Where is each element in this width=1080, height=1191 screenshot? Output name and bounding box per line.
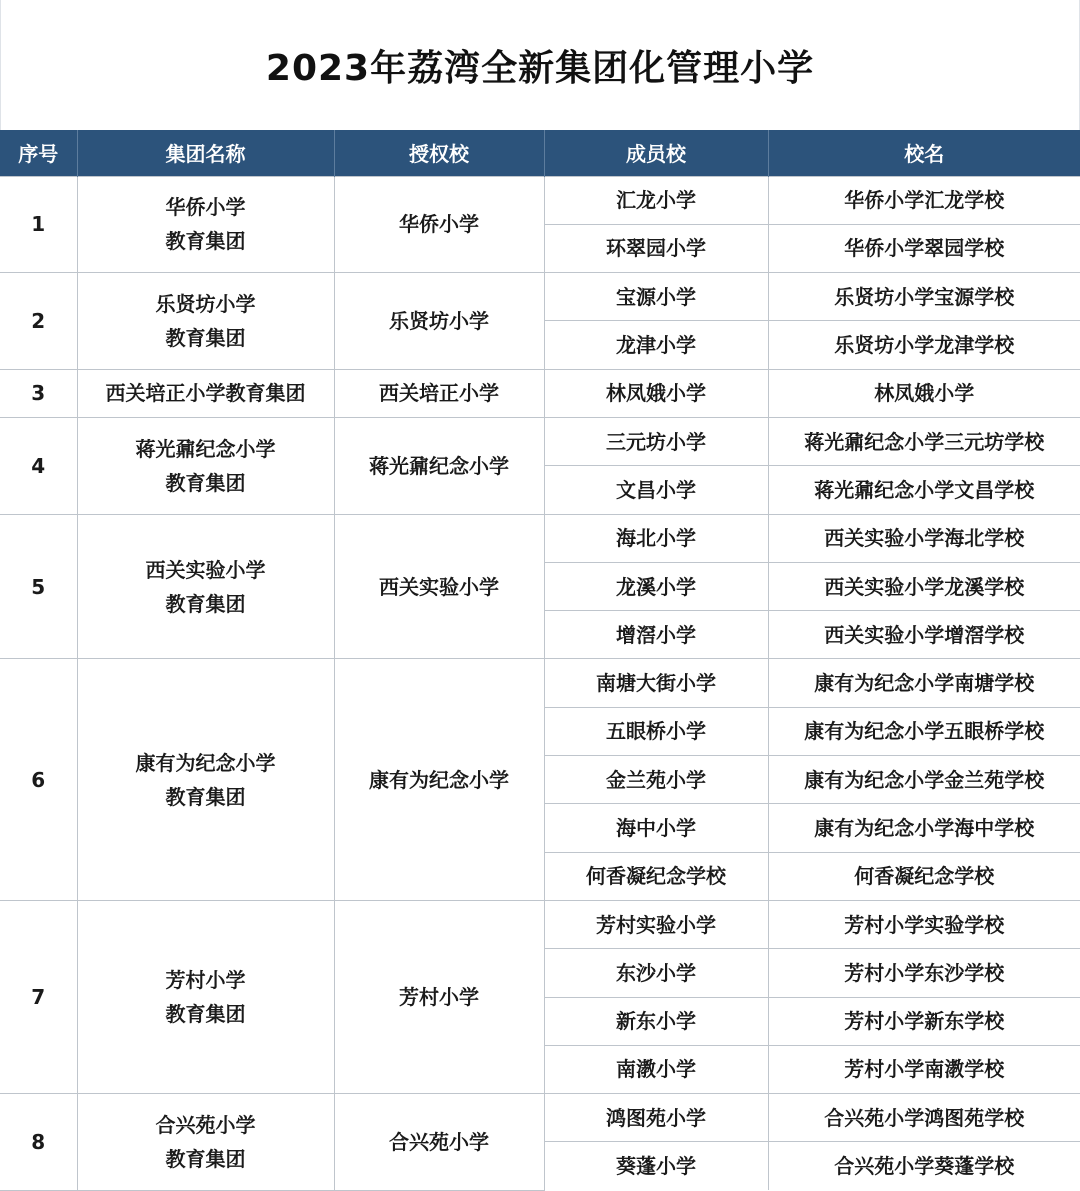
member-school: 金兰苑小学 [544, 756, 768, 804]
school-name: 芳村小学东沙学校 [768, 949, 1080, 997]
group-name-line: 乐贤坊小学 [155, 291, 256, 316]
group-name-line: 芳村小学 [165, 968, 246, 993]
group-name-line: 西关实验小学 [145, 557, 266, 582]
school-name: 华侨小学汇龙学校 [768, 176, 1080, 224]
header-school-name: 校名 [768, 130, 1080, 176]
school-name: 西关实验小学龙溪学校 [768, 562, 1080, 610]
header-no: 序号 [0, 130, 77, 176]
member-school: 葵蓬小学 [544, 1142, 768, 1190]
authorizing-school: 乐贤坊小学 [334, 273, 544, 370]
authorizing-school: 西关培正小学 [334, 369, 544, 417]
authorizing-school: 康有为纪念小学 [334, 659, 544, 900]
table-row [0, 514, 1080, 562]
table-row [0, 176, 1080, 224]
group-name-line: 教育集团 [165, 591, 246, 616]
school-name: 华侨小学翠园学校 [768, 224, 1080, 272]
school-name: 西关实验小学增滘学校 [768, 611, 1080, 659]
authorizing-school: 西关实验小学 [334, 514, 544, 659]
group-number: 1 [0, 176, 77, 273]
school-name: 芳村小学南漖学校 [768, 1045, 1080, 1093]
group-name [77, 176, 334, 273]
member-school: 龙溪小学 [544, 562, 768, 610]
school-name: 蒋光鼐纪念小学三元坊学校 [768, 417, 1080, 465]
group-number: 7 [0, 900, 77, 1093]
school-name: 蒋光鼐纪念小学文昌学校 [768, 466, 1080, 514]
group-name-line: 教育集团 [165, 784, 246, 809]
header-group: 集团名称 [77, 130, 334, 176]
member-school: 南塘大街小学 [544, 659, 768, 707]
member-school: 龙津小学 [544, 321, 768, 369]
member-school: 鸿图苑小学 [544, 1094, 768, 1142]
group-name-line: 华侨小学 [165, 195, 246, 220]
group-name [77, 659, 334, 900]
school-name: 康有为纪念小学五眼桥学校 [768, 707, 1080, 755]
school-name: 乐贤坊小学宝源学校 [768, 273, 1080, 321]
school-name: 康有为纪念小学海中学校 [768, 804, 1080, 852]
member-school: 三元坊小学 [544, 417, 768, 465]
school-name: 康有为纪念小学南塘学校 [768, 659, 1080, 707]
group-number: 5 [0, 514, 77, 659]
school-name: 合兴苑小学鸿图苑学校 [768, 1094, 1080, 1142]
authorizing-school: 蒋光鼐纪念小学 [334, 417, 544, 514]
group-name-line: 教育集团 [165, 1146, 246, 1171]
school-name: 乐贤坊小学龙津学校 [768, 321, 1080, 369]
group-name-line: 康有为纪念小学 [135, 750, 276, 775]
group-number: 4 [0, 417, 77, 514]
school-name: 合兴苑小学葵蓬学校 [768, 1142, 1080, 1190]
member-school: 何香凝纪念学校 [544, 852, 768, 900]
table-row [0, 369, 1080, 417]
table-header-row [0, 130, 1080, 176]
school-name: 康有为纪念小学金兰苑学校 [768, 756, 1080, 804]
header-authorizing: 授权校 [334, 130, 544, 176]
member-school: 南漖小学 [544, 1045, 768, 1093]
table-row [0, 659, 1080, 707]
table-row [0, 417, 1080, 465]
group-name [77, 514, 334, 659]
group-name [77, 900, 334, 1093]
group-name-line: 教育集团 [165, 470, 246, 495]
member-school: 文昌小学 [544, 466, 768, 514]
group-name-line: 教育集团 [165, 325, 246, 350]
school-name: 何香凝纪念学校 [768, 852, 1080, 900]
group-number: 6 [0, 659, 77, 900]
page-title: 2023年荔湾全新集团化管理小学 [265, 47, 815, 89]
member-school: 增滘小学 [544, 611, 768, 659]
member-school: 新东小学 [544, 997, 768, 1045]
authorizing-school: 芳村小学 [334, 900, 544, 1093]
header-member: 成员校 [544, 130, 768, 176]
group-number: 2 [0, 273, 77, 370]
member-school: 宝源小学 [544, 273, 768, 321]
group-name: 西关培正小学教育集团 [77, 369, 334, 417]
member-school: 五眼桥小学 [544, 707, 768, 755]
member-school: 环翠园小学 [544, 224, 768, 272]
group-name-line: 教育集团 [165, 229, 246, 254]
authorizing-school: 华侨小学 [334, 176, 544, 273]
title-band [0, 0, 1080, 130]
table-row [0, 900, 1080, 948]
group-number: 3 [0, 369, 77, 417]
table-row [0, 1094, 1080, 1142]
member-school: 林凤娥小学 [544, 369, 768, 417]
school-name: 芳村小学实验学校 [768, 900, 1080, 948]
school-name: 林凤娥小学 [768, 369, 1080, 417]
group-name [77, 273, 334, 370]
group-number: 8 [0, 1094, 77, 1191]
group-name-line: 合兴苑小学 [155, 1112, 256, 1137]
group-name-line: 教育集团 [165, 1002, 246, 1027]
member-school: 东沙小学 [544, 949, 768, 997]
school-name: 西关实验小学海北学校 [768, 514, 1080, 562]
member-school: 海中小学 [544, 804, 768, 852]
member-school: 汇龙小学 [544, 176, 768, 224]
group-name [77, 417, 334, 514]
member-school: 芳村实验小学 [544, 900, 768, 948]
member-school: 海北小学 [544, 514, 768, 562]
schools-table [0, 130, 1080, 1191]
group-name-line: 蒋光鼐纪念小学 [135, 436, 276, 461]
authorizing-school: 合兴苑小学 [334, 1094, 544, 1191]
group-name [77, 1094, 334, 1191]
school-name: 芳村小学新东学校 [768, 997, 1080, 1045]
table-row [0, 273, 1080, 321]
